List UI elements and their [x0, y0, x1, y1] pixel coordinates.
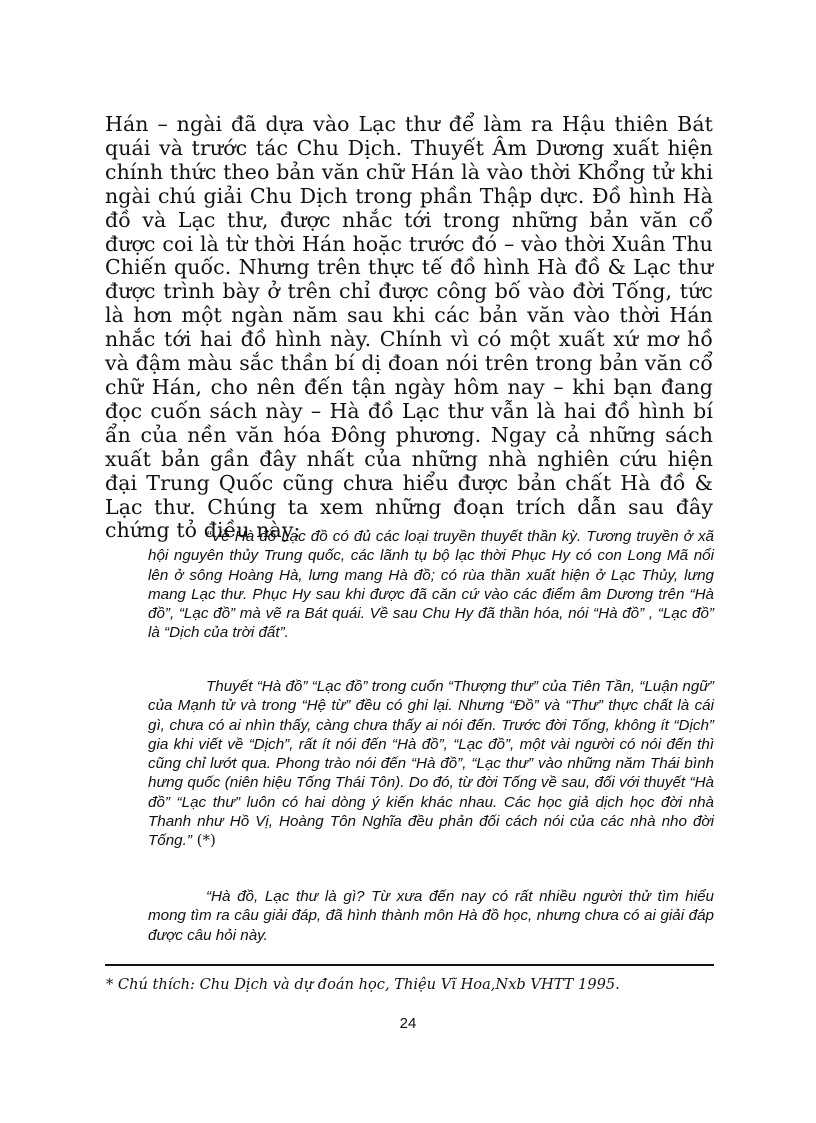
footnote-marker: (*) [191, 831, 216, 850]
page-number: 24 [399, 1015, 417, 1032]
body-paragraph: Hán – ngài đã dựa vào Lạc thư để làm ra Hậu thiên Bát quái và trước tác Chu Dịch. Thuyết Âm Dương xuất hiện chính thức theo bản văn chữ Hán là vào thời Khổng tử khi ngài chú giải Chu Dịch trong phần Thập dực. Đồ hình Hà đồ và Lạc thư, được nhắc tới trong những bản văn cổ được coi là từ thời Hán hoặc trước đó – vào thời Xuân Thu Chiến quốc. Nhưng trên thực tế đồ hình Hà đồ & Lạc thư được trình bày ở trên chỉ được công bố vào đời Tống, tức là hơn một ngàn năm sau khi các bản văn vào thời Hán nhắc tới hai đồ hình này. Chính vì có một xuất xứ mơ hồ và đậm màu sắc thần bí dị đoan nói trên trong bản văn cổ chữ Hán, cho nên đến tận ngày hôm nay – khi bạn đang đọc cuốn sách này – Hà đồ Lạc thư vẫn là hai đồ hình bí ẩn của nền văn hóa Đông phương. Ngay cả những sách xuất bản gần đây nhất của những nhà nghiên cứu hiện đại Trung Quốc cũng chưa hiểu được bản chất Hà đồ & Lạc thư. Chúng ta xem những đoạn trích dẫn sau đây chứng tỏ điều này: [105, 112, 713, 543]
footnote: * Chú thích: Chu Dịch và dự đoán học, Thiệu Vĩ Hoa,Nxb VHTT 1995. [106, 976, 620, 993]
quote-block-1 [148, 527, 714, 643]
quote-paragraph-2-text: Thuyết “Hà đồ” “Lạc đồ” trong cuốn “Thượng thư” của Tiên Tần, “Luận ngữ” của Mạnh tử và trong “Hệ từ” đều có ghi lại. Nhưng “Đồ” và “Thư” thực chất là cái gì, chưa có ai nhìn thấy, càng chưa thấy ai nói đến. Trước đời Tống, không ít “Dịch” gia khi viết về “Dịch”, rất ít nói đến “Hà đồ”, “Lạc đồ”, một vài người có nói đến thì cũng chỉ lướt qua. Phong trào nói đến “Hà đồ”, “Lạc thư” vào những năm Thái bình hưng quốc (niên hiệu Tống Thái Tôn). Do đó, từ đời Tống về sau, đối với thuyết “Hà đồ” “Lạc thư” luôn có hai dòng ý kiến khác nhau. Các học giả dịch học đời nhà Thanh như Hồ Vị, Hoàng Tôn Nghĩa đều phản đối cách nói của các nhà nho đời Tống.” [148, 678, 714, 850]
quote-paragraph-2 [148, 677, 714, 851]
quote-paragraph-1: “Về Hà đồ Lạc đồ có đủ các loại truyền thuyết thần kỳ. Tương truyền ở xã hội nguyên thủy Trung quốc, các lãnh tụ bộ lạc thời Phục Hy có con Long Mã nổi lên ở sông Hoàng Hà, lưng mang Hà đồ; có rùa thần xuất hiện ở Lạc Thủy, lưng mang Lạc thư. Phục Hy sau khi được đã căn cứ vào các điểm âm Dương trên “Hà đồ”, “Lạc đồ” mà vẽ ra Bát quái. Về sau Chu Hy đã thần hóa, nói “Hà đồ” , “Lạc đồ” là “Dịch của trời đất”. [148, 528, 714, 642]
body-text [105, 113, 713, 543]
quote-paragraph-3: “Hà đồ, Lạc thư là gì? Từ xưa đến nay có rất nhiều người thử tìm hiểu mong tìm ra câu giải đáp, đã hình thành môn Hà đồ học, nhưng chưa có ai giải đáp được câu hỏi này. [148, 888, 714, 944]
quote-block-3 [148, 887, 714, 945]
quote-block-2 [148, 677, 714, 851]
footnote-divider [105, 964, 714, 966]
